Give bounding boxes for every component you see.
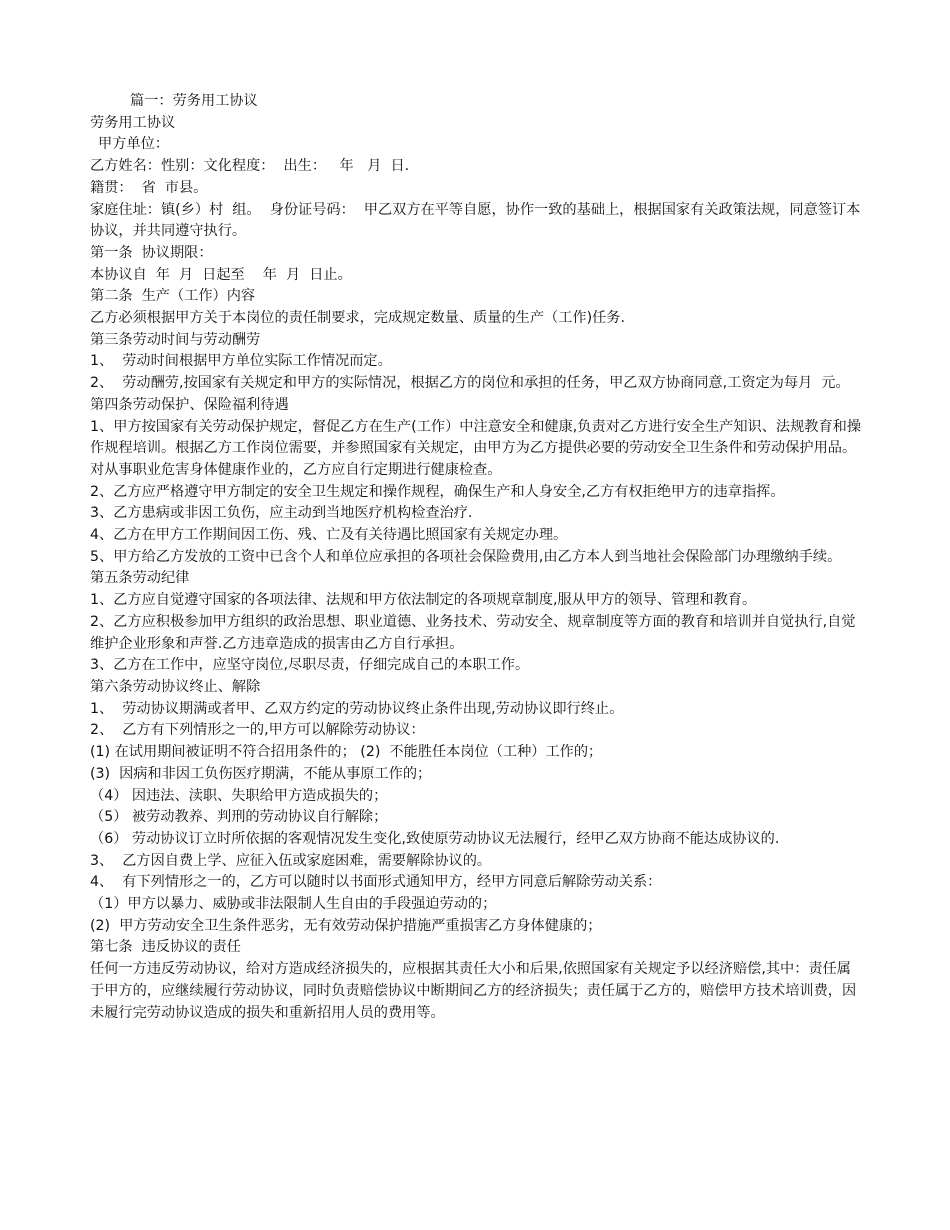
document-paragraph: 家庭住址：镇(乡）村 组。 身份证号码： 甲乙双方在平等自愿，协作一致的基础上，根据国家有关政策法规，同意签订本协议，并共同遵守执行。 — [90, 201, 861, 240]
document-paragraph: 第七条 违反协议的责任 — [90, 939, 241, 956]
document-paragraph: 籍贯： 省 市县。 — [90, 179, 208, 196]
document-paragraph: 1、甲方按国家有关劳动保护规定，督促乙方在生产(工作）中注意安全和健康,负责对乙方进行安全生产知识、法规教育和操作规程培训。根据乙方工作岗位需要，并参照国家有关规定，由甲方为乙方提供必要的劳动安全卫生条件和劳动保护用品。对从事职业危害身体健康作业的，乙方应自行定期进行健康检查。 — [90, 418, 862, 478]
document-paragraph: 第一条 协议期限： — [90, 244, 213, 261]
document-paragraph: 第六条劳动协议终止、解除 — [90, 678, 261, 695]
document-paragraph: 1、 劳动协议期满或者甲、乙双方约定的劳动协议终止条件出现,劳动协议即行终止。 — [90, 700, 624, 717]
document-paragraph: 2、乙方应严格遵守甲方制定的安全卫生规定和操作规程，确保生产和人身安全,乙方有权拒绝甲方的违章指挥。 — [90, 483, 785, 500]
document-paragraph: 乙方姓名：性别：文化程度： 出生： 年 月 日. — [90, 158, 410, 175]
document-paragraph: 1、乙方应自觉遵守国家的各项法律、法规和甲方依法制定的各项规章制度,服从甲方的领导、管理和教育。 — [90, 592, 757, 609]
document-paragraph: （5） 被劳动教养、判刑的劳动协议自行解除； — [90, 809, 388, 826]
document-paragraph: 3、乙方在工作中，应坚守岗位,尽职尽责，仔细完成自己的本职工作。 — [90, 657, 530, 674]
document-paragraph: 1、 劳动时间根据甲方单位实际工作情况而定。 — [90, 353, 392, 370]
document-paragraph: 5、甲方给乙方发放的工资中已含个人和单位应承担的各项社会保险费用,由乙方本人到当地社会保险部门办理缴纳手续。 — [90, 548, 842, 565]
document-paragraph: 第二条 生产（工作）内容 — [90, 288, 256, 305]
document-paragraph: 4、乙方在甲方工作期间因工伤、残、亡及有关待遇比照国家有关规定办理。 — [90, 527, 568, 544]
document-paragraph: 甲方单位： — [98, 136, 169, 153]
document-paragraph: 第三条劳动时间与劳动酬劳 — [90, 331, 261, 348]
document-paragraph: （1）甲方以暴力、威胁或非法限制人生自由的手段强迫劳动的； — [90, 896, 497, 913]
document-paragraph: (3) 因病和非因工负伤医疗期满，不能从事原工作的； — [90, 765, 432, 782]
document-paragraph: (2) 甲方劳动安全卫生条件恶劣，无有效劳动保护措施严重损害乙方身体健康的； — [90, 917, 602, 934]
document-paragraph: 2、 乙方有下列情形之一的,甲方可以解除劳动协议： — [90, 722, 425, 739]
document-paragraph: 本协议自 年 月 日起至 年 月 日止。 — [90, 266, 352, 283]
document-paragraph: 第四条劳动保护、保险福利待遇 — [90, 396, 289, 413]
document-paragraph: （4） 因违法、渎职、失职给甲方造成损失的； — [90, 787, 388, 804]
document-paragraph: 2、 劳动酬劳,按国家有关规定和甲方的实际情况，根据乙方的岗位和承担的任务，甲乙双方协商同意,工资定为每月 元。 — [90, 375, 850, 392]
document-paragraph: (1) 在试用期间被证明不符合招用条件的； (2) 不能胜任本岗位（工种）工作的； — [90, 744, 603, 761]
document-paragraph: 任何一方违反劳动协议，给对方造成经济损失的，应根据其责任大小和后果,依照国家有关规定予以经济赔偿,其中：责任属于甲方的，应继续履行劳动协议，同时负责赔偿协议中断期间乙方的经济损失；责任属于乙方的，赔偿甲方技术培训费，因未履行完劳动协议造成的损失和重新招用人员的费用等。 — [90, 961, 857, 1021]
document-paragraph: 4、 有下列情形之一的，乙方可以随时以书面形式通知甲方，经甲方同意后解除劳动关系： — [90, 874, 662, 891]
document-title: 篇一：劳务用工协议 — [130, 93, 258, 109]
document-paragraph: 乙方必须根据甲方关于本岗位的责任制要求，完成规定数量、质量的生产（工作)任务. — [90, 310, 625, 327]
document-paragraph: （6） 劳动协议订立时所依据的客观情况发生变化,致使原劳动协议无法履行，经甲乙双方协商不能达成协议的. — [90, 830, 780, 847]
document-paragraph: 3、 乙方因自费上学、应征入伍或家庭困难，需要解除协议的。 — [90, 852, 492, 869]
document-body — [90, 91, 865, 1024]
document-paragraph: 劳务用工协议 — [90, 114, 176, 131]
document-paragraph: 2、乙方应积极参加甲方组织的政治思想、职业道德、业务技术、劳动安全、规章制度等方面的教育和培训并自觉执行,自觉维护企业形象和声誉.乙方违章造成的损害由乙方自行承担。 — [90, 613, 856, 652]
document-paragraph: 3、乙方患病或非因工负伤，应主动到当地医疗机构检查治疗. — [90, 505, 473, 522]
document-paragraph: 第五条劳动纪律 — [90, 570, 190, 587]
